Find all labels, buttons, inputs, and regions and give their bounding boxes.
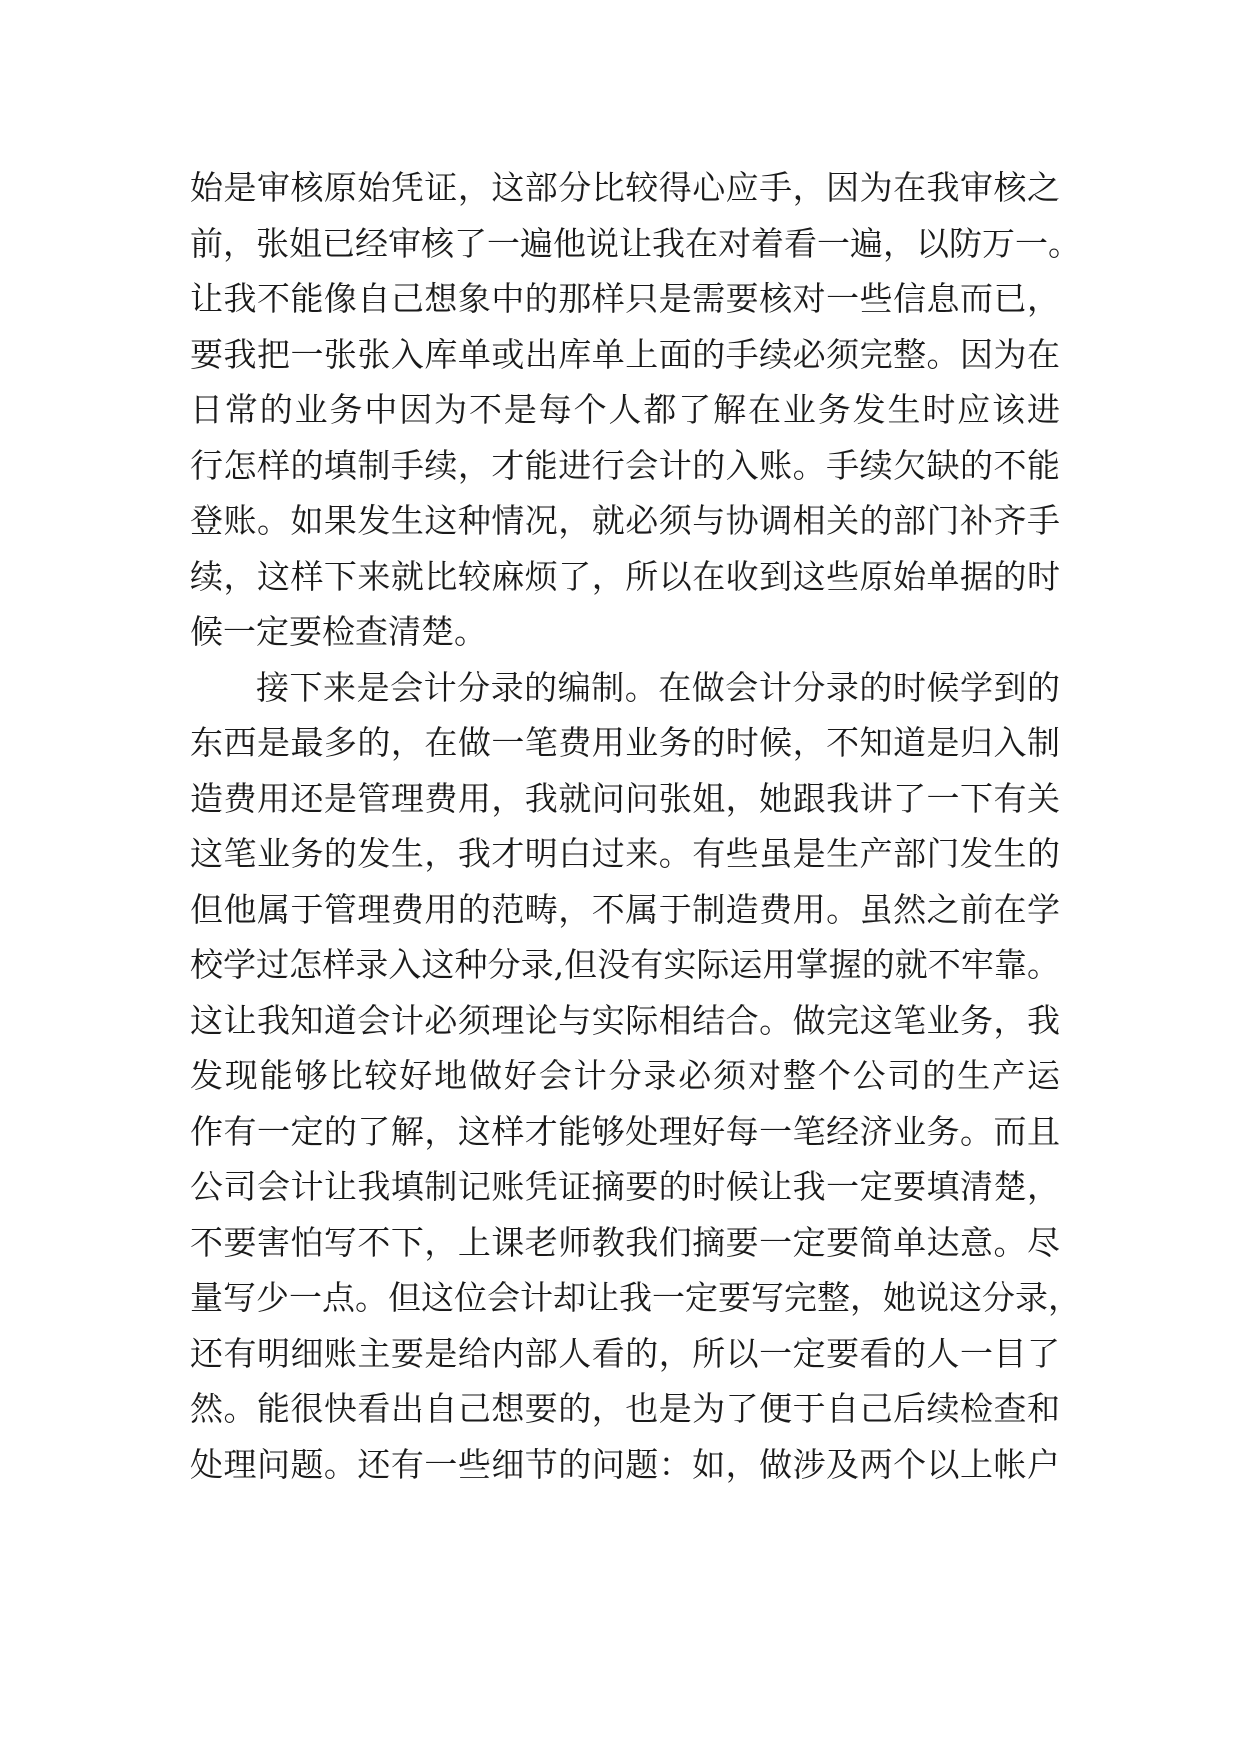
text-line: 前，张姐已经审核了一遍他说让我在对着看一遍，以防万一。 bbox=[190, 223, 1081, 263]
text-line: 东西是最多的，在做一笔费用业务的时候，不知道是归入制 bbox=[190, 723, 1060, 762]
text-line: 然。能很快看出自己想要的，也是为了便于自己后续检查和 bbox=[190, 1389, 1060, 1428]
text-line: 造费用还是管理费用，我就问问张姐，她跟我讲了一下有关 bbox=[190, 778, 1060, 818]
text-line: 不要害怕写不下，上课老师教我们摘要一定要简单达意。尽 bbox=[190, 1222, 1060, 1262]
text-line: 登账。如果发生这种情况，就必须与协调相关的部门补齐手 bbox=[190, 501, 1060, 540]
text-line: 发现能够比较好地做好会计分录必须对整个公司的生产运 bbox=[190, 1056, 1060, 1095]
body-text bbox=[190, 160, 1081, 1492]
text-line: 始是审核原始凭证，这部分比较得心应手，因为在我审核之 bbox=[190, 168, 1060, 207]
text-line: 还有明细账主要是给内部人看的，所以一定要看的人一目了 bbox=[190, 1333, 1060, 1373]
text-line: 接下来是会计分录的编制。在做会计分录的时候学到的 bbox=[256, 667, 1060, 707]
paragraph-1 bbox=[190, 160, 1081, 660]
text-line: 处理问题。还有一些细节的问题：如，做涉及两个以上帐户 bbox=[190, 1444, 1060, 1484]
text-line: 日常的业务中因为不是每个人都了解在业务发生时应该进 bbox=[190, 390, 1060, 429]
text-line: 这笔业务的发生，我才明白过来。有些虽是生产部门发生的 bbox=[190, 834, 1060, 873]
text-line: 作有一定的了解，这样才能够处理好每一笔经济业务。而且 bbox=[190, 1111, 1060, 1151]
text-line: 候一定要检查清楚。 bbox=[190, 612, 487, 651]
text-line: 行怎样的填制手续，才能进行会计的入账。手续欠缺的不能 bbox=[190, 445, 1060, 485]
text-line: 校学过怎样录入这种分录,但没有实际运用掌握的就不牢靠。 bbox=[190, 945, 1060, 984]
text-line: 量写少一点。但这位会计却让我一定要写完整，她说这分录， bbox=[190, 1278, 1081, 1317]
text-line: 但他属于管理费用的范畴，不属于制造费用。虽然之前在学 bbox=[190, 889, 1060, 929]
paragraph-2 bbox=[190, 660, 1081, 1493]
text-line: 让我不能像自己想象中的那样只是需要核对一些信息而已， bbox=[190, 279, 1060, 318]
text-line: 这让我知道会计必须理论与实际相结合。做完这笔业务，我 bbox=[190, 1000, 1060, 1040]
text-line: 续，这样下来就比较麻烦了，所以在收到这些原始单据的时 bbox=[190, 556, 1060, 596]
text-line: 公司会计让我填制记账凭证摘要的时候让我一定要填清楚， bbox=[190, 1167, 1060, 1206]
text-line: 要我把一张张入库单或出库单上面的手续必须完整。因为在 bbox=[190, 334, 1060, 374]
